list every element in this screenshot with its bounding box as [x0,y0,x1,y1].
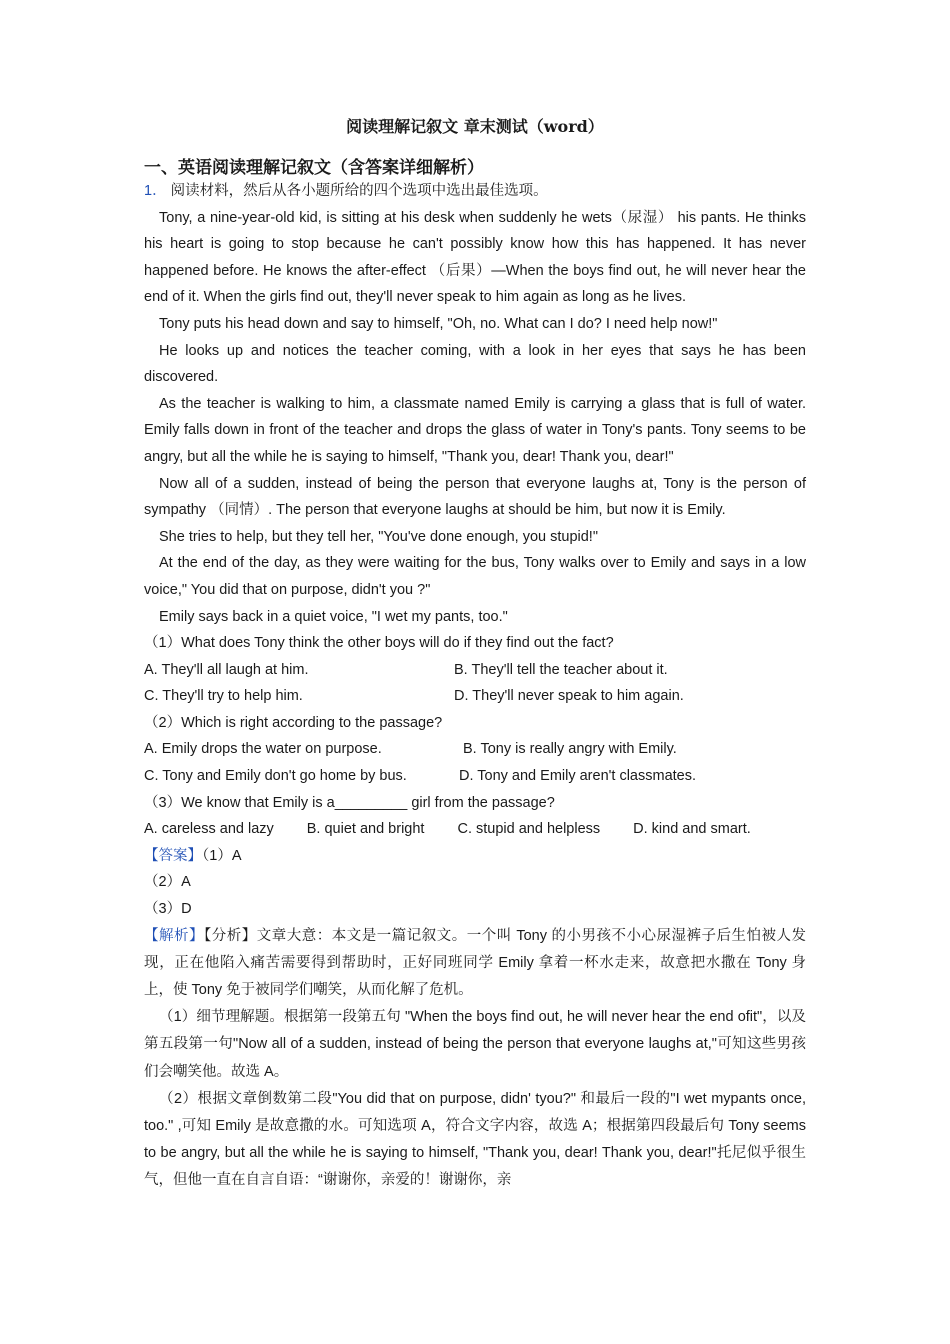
section-heading: 一、英语阅读理解记叙文（含答案详细解析） [144,158,484,178]
document-title: 阅读理解记叙文 章末测试（word） [346,117,604,136]
question-intro-line [144,178,806,205]
subquestion-2-options-row-1 [144,736,806,763]
passage-paragraph: As the teacher is walking to him, a classmate named Emily is carrying a glass that is full of water. Emily falls down in front of the teacher and drops the glass of water in Tony's pants. Tony seems to be angry, but all the while he is saying to himself, "Thank you, dear! Thank you, dear!" [144,395,806,465]
subquestion-1-options-row-1 [144,657,806,684]
passage-paragraph: She tries to help, but they tell her, "You've done enough, you stupid!" [159,528,598,545]
subquestion-2-stem: （2）Which is right according to the passage? [144,714,443,731]
option-d: D. Tony and Emily aren't classmates. [459,768,697,785]
option-a: A. Emily drops the water on purpose. [144,741,382,758]
subquestion-1-stem: （1）What does Tony think the other boys will do if they find out the fact? [144,635,614,652]
passage-paragraph: Emily says back in a quiet voice, "I wet my pants, too." [159,608,508,625]
passage-paragraph: He looks up and notices the teacher coming, with a look in her eyes that says he has been discovered. [144,342,806,386]
answer-2: （2）A [144,874,191,891]
question-intro: 阅读材料，然后从各小题所给的四个选项中选出最佳选项。 [170,183,548,199]
answer-3: （3）D [144,901,192,918]
analysis-paragraph: （2）根据文章倒数第二段"You did that on purpose, didn' tyou?" 和最后一段的"I wet mypants once, too." ,可知 Emily 是故意撒的水。可知选项 A，符合文字内容，故选 A；根据第四段最后句 Tony seems to be angry, but all the while he is saying to himself, "Thank you, dear! Thank you, dear!"托尼似乎很生气，但他一直在自言自语：“谢谢你，亲爱的！谢谢你，亲 [144,1090,806,1189]
option-b: B. quiet and bright [306,821,425,838]
option-c: C. They'll try to help him. [144,688,303,705]
analysis-paragraph: （1）细节理解题。根据第一段第五句 "When the boys find out, he will never hear the end ofit"，以及第五段第一句"Now all of a sudden, instead of being the person that everyone laughs at,"可知这些男孩们会嘲笑他。故选 A。 [144,1009,806,1080]
option-b: B. Tony is really angry with Emily. [463,741,677,758]
subquestion-1-options-row-2 [144,683,806,710]
answer-1: （1）A [202,847,242,864]
option-a: A. careless and lazy [144,821,274,838]
passage-paragraph: Tony puts his head down and say to himself, "Oh, no. What can I do? I need help now!" [159,315,718,332]
passage-paragraph: Tony, a nine-year-old kid, is sitting at his desk when suddenly he wets（尿湿） his pants. He thinks his heart is going to stop because he can't possibly know how this has happened. It has never happened before. He knows the after-effect （后果）—When the boys find out, he will never hear the end of it. When the girls find out, they'll never speak to him again as long as he lives. [144,209,806,306]
subquestion-3-stem: （3）We know that Emily is a_________ girl from the passage? [144,794,555,811]
analysis-summary-text: 【分析】文章大意：本文是一篇记叙文。一个叫 Tony 的小男孩不小心尿湿裤子后生怕被人发现，正在他陷入痛苦需要得到帮助时，正好同班同学 Emily 拿着一杯水走来，故意把水撒在 Tony 身上，使 Tony 免于被同学们嘲笑，从而化解了危机。 [144,927,807,999]
answer-tag: 【答案】 [144,847,202,864]
option-d: D. kind and smart. [633,821,751,838]
answer-line-1 [144,843,806,870]
option-c: C. stupid and helpless [457,821,601,838]
analysis-summary [144,923,806,1005]
passage-paragraph: Now all of a sudden, instead of being the person that everyone laughs at, Tony is the person of sympathy （同情）. The person that everyone laughs at should be him, but now it is Emily. [144,475,806,519]
passage-paragraph: At the end of the day, as they were waiting for the bus, Tony walks over to Emily and says in a low voice," You did that on purpose, didn't you ?" [144,555,806,598]
document-content [144,114,806,1195]
analysis-tag: 【解析】 [144,927,205,944]
subquestion-3-options-row [144,816,806,843]
option-d: D. They'll never speak to him again. [454,688,684,705]
question-number: 1． [144,183,167,199]
subquestion-2-options-row-2 [144,763,806,790]
option-a: A. They'll all laugh at him. [144,661,309,678]
option-c: C. Tony and Emily don't go home by bus. [144,768,407,785]
option-b: B. They'll tell the teacher about it. [454,661,668,678]
